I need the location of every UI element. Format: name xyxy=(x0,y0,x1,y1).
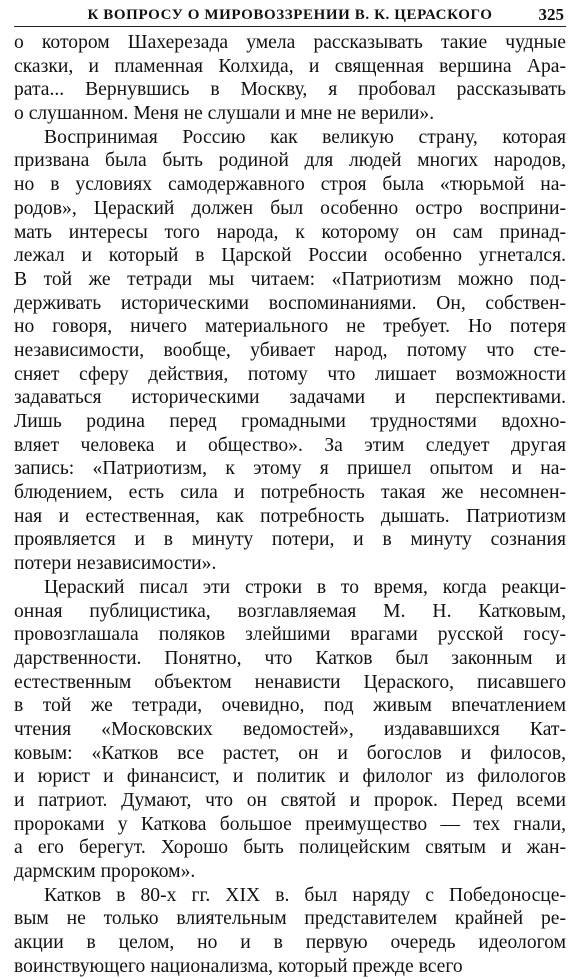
text-line: вляет человека и общество». За этим следует другая xyxy=(14,434,566,456)
text-line: акции в целом, но и в первую очередь идеологом xyxy=(14,932,566,954)
text-line: держивать историческими воспоминаниями. Он, собствен- xyxy=(14,292,566,314)
text-line: мать интересы того народа, к которому он сам принад- xyxy=(14,221,566,243)
running-title: К ВОПРОСУ О МИРОВОЗЗРЕНИИ В. К. ЦЕРАСКОГО xyxy=(87,7,493,23)
text-line: лежал и который в Царской России особенно угнетался. xyxy=(14,245,566,267)
text-line: естественным объектом ненависти Цераского, писавшего xyxy=(14,671,566,693)
text-line: в той же тетради, очевидно, под живым впечатлением xyxy=(14,695,566,717)
text-line: дарственности. Понятно, что Катков был законным и xyxy=(14,647,566,669)
text-line: задаваться историческими задачами и перспективами. xyxy=(14,387,566,409)
text-line: а его берегут. Хорошо быть полицейским святым и жан- xyxy=(14,837,566,859)
text-line: дармским пророком». xyxy=(14,861,196,883)
book-page xyxy=(14,4,566,977)
text-line: но говоря, ничего материального не требует. Но потеря xyxy=(14,316,566,338)
running-head xyxy=(14,4,566,27)
text-line: пророками у Каткова большое преимущество — тех гнали, xyxy=(14,813,566,835)
text-line: рата... Вернувшись в Москву, я пробовал рассказывать xyxy=(14,79,566,101)
text-line: чтения «Московских ведомостей», издававшихся Кат- xyxy=(14,718,566,740)
text-line: сняет сферу действия, потому что лишает возможности xyxy=(14,363,566,385)
text-line: запись: «Патриотизм, к этому я пришел опытом и на- xyxy=(14,458,566,480)
body-text xyxy=(14,31,566,979)
text-line: призвана была быть родиной для людей многих народов, xyxy=(14,150,566,172)
text-line: проявляется и в минуту потери, и в минуту сознания xyxy=(14,529,566,551)
paragraph xyxy=(14,31,566,126)
text-line: независимости, вообще, убивает народ, потому что сте- xyxy=(14,339,566,361)
text-line: онная публицистика, возглавляемая М. Н. Катковым, xyxy=(14,600,566,622)
text-line: и патриот. Думают, что он святой и пророк. Перед всеми xyxy=(14,790,566,811)
text-line: о котором Шахерезада умела рассказывать такие чудные xyxy=(14,32,566,53)
text-line: родов», Цераский должен был особенно остро восприни- xyxy=(14,197,566,219)
text-line: вым не только влиятельным представителем крайней ре- xyxy=(14,908,566,930)
paragraph xyxy=(14,576,566,884)
text-line: о слушанном. Меня не слушали и мне не верили». xyxy=(14,103,435,125)
text-line: и юрист и финансист, и политик и филолог из филологов xyxy=(14,766,566,788)
text-line: но в условиях самодержавного строя была «тюрьмой на- xyxy=(14,174,566,196)
text-line: воинствующего национализма, который прежде всего xyxy=(14,955,463,977)
text-line: ковым: «Катков все растет, он и богослов и филосов, xyxy=(14,742,566,764)
paragraph xyxy=(14,884,566,979)
text-line: Лишь родина перед громадными трудностями вдохно- xyxy=(14,411,566,432)
text-line: потери независимости». xyxy=(14,553,217,575)
text-line: провозглашала поляков злейшими врагами русской госу- xyxy=(14,624,566,646)
text-line: Воспринимая Россию как великую страну, которая xyxy=(44,126,566,148)
text-line: Цераский писал эти строки в то время, когда реакци- xyxy=(44,576,566,598)
text-line: ная и естественная, как потребность дышать. Патриотизм xyxy=(14,505,566,527)
page-number: 325 xyxy=(538,5,564,24)
text-line: Катков в 80-х гг. XIX в. был наряду с Победоносце- xyxy=(44,884,566,906)
text-line: блюдением, есть сила и потребность такая же несомнен- xyxy=(14,482,566,504)
text-line: сказки, и пламенная Колхида, и священная вершина Ара- xyxy=(14,55,566,77)
paragraph xyxy=(14,126,566,576)
text-line: В той же тетради мы читаем: «Патриотизм можно под- xyxy=(14,268,566,290)
